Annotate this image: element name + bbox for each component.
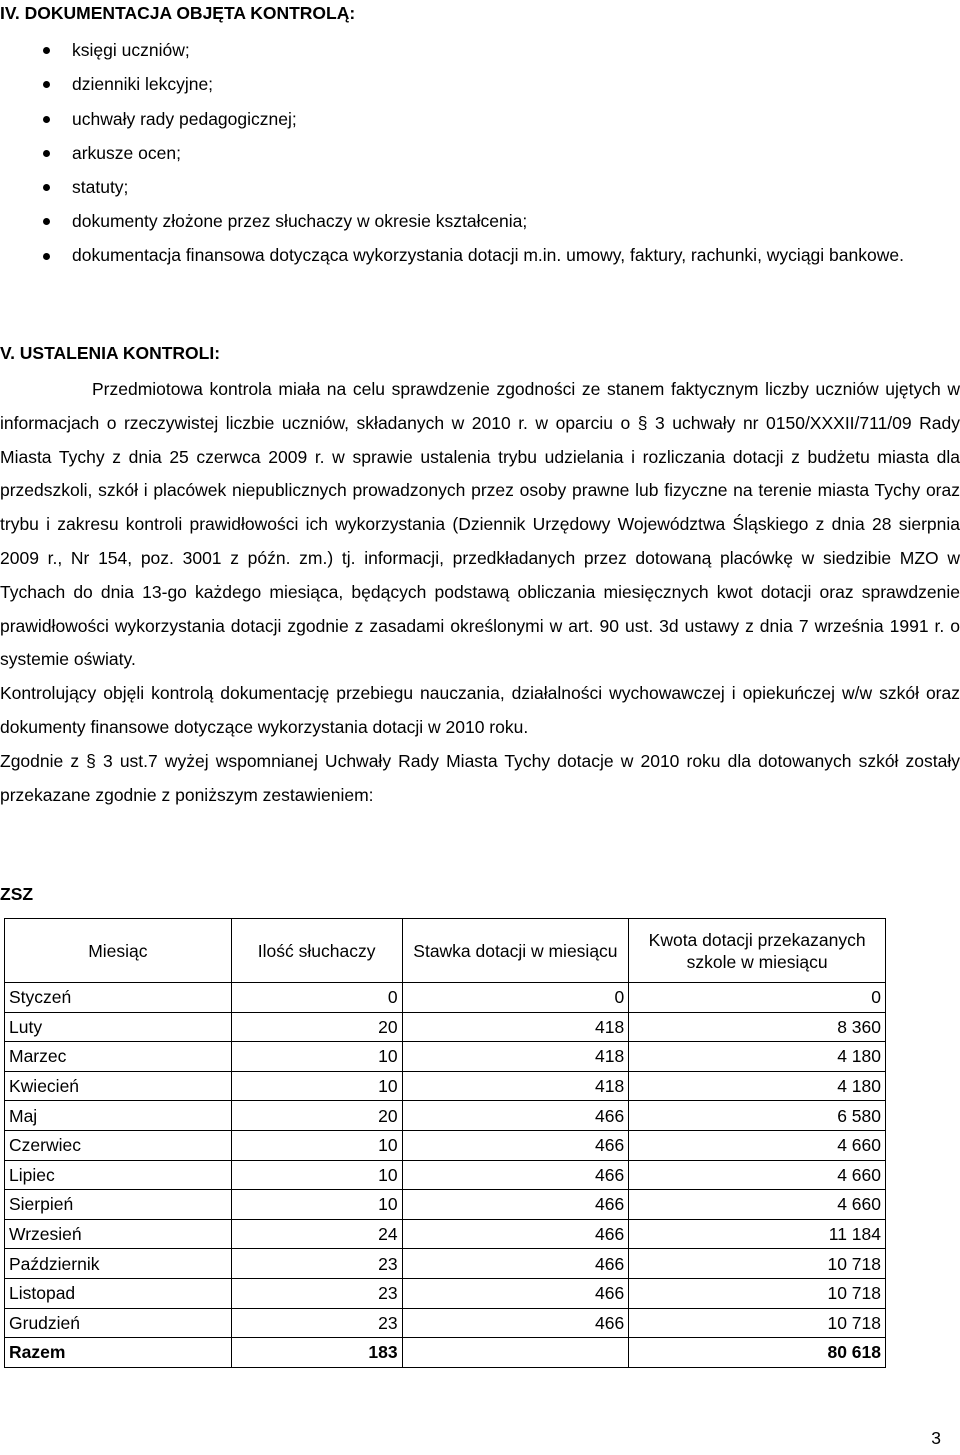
table-total-row — [5, 1338, 886, 1368]
cell-rate: 418 — [402, 1042, 629, 1072]
cell-students: 10 — [231, 1071, 402, 1101]
bullet-icon — [43, 218, 50, 225]
cell-students: 24 — [231, 1219, 402, 1249]
cell-students: 23 — [231, 1278, 402, 1308]
header-amount: Kwota dotacji przekazanych szkole w miesiącu — [629, 919, 886, 983]
cell-amount: 8 360 — [629, 1012, 886, 1042]
table-row — [5, 1071, 886, 1101]
school-label: ZSZ — [0, 884, 34, 904]
bullet-icon — [43, 184, 50, 191]
list-item: uchwały rady pedagogicznej; — [0, 102, 960, 136]
cell-rate: 466 — [402, 1219, 629, 1249]
list-item: dokumenty złożone przez słuchaczy w okresie kształcenia; — [0, 204, 960, 238]
cell-rate: 466 — [402, 1160, 629, 1190]
cell-month: Sierpień — [5, 1190, 232, 1220]
cell-rate: 418 — [402, 1012, 629, 1042]
header-month: Miesiąc — [5, 919, 232, 983]
cell-students: 10 — [231, 1042, 402, 1072]
cell-month: Lipiec — [5, 1160, 232, 1190]
cell-amount: 10 718 — [629, 1249, 886, 1279]
findings-paragraph-3: Zgodnie z § 3 ust.7 wyżej wspomnianej Uchwały Rady Miasta Tychy dotacje w 2010 roku dla dotowanych szkół zostały przekazane zgodnie z poniższym zestawieniem: — [0, 750, 960, 805]
cell-amount: 6 580 — [629, 1101, 886, 1131]
cell-rate: 466 — [402, 1278, 629, 1308]
list-item: księgi uczniów; — [0, 33, 960, 67]
cell-month: Styczeń — [5, 983, 232, 1013]
cell-month: Marzec — [5, 1042, 232, 1072]
cell-amount: 4 660 — [629, 1130, 886, 1160]
cell-amount: 4 660 — [629, 1190, 886, 1220]
cell-rate: 466 — [402, 1249, 629, 1279]
cell-rate: 466 — [402, 1190, 629, 1220]
cell-month: Wrzesień — [5, 1219, 232, 1249]
cell-students: 0 — [231, 983, 402, 1013]
cell-month: Grudzień — [5, 1308, 232, 1338]
cell-rate: 466 — [402, 1130, 629, 1160]
page-number: 3 — [931, 1428, 941, 1448]
cell-rate: 466 — [402, 1101, 629, 1131]
cell-rate: 466 — [402, 1308, 629, 1338]
cell-students: 10 — [231, 1160, 402, 1190]
bullet-icon — [43, 81, 50, 88]
cell-amount: 10 718 — [629, 1278, 886, 1308]
bullet-icon — [43, 116, 50, 123]
table-body — [5, 983, 886, 1368]
table-row — [5, 1308, 886, 1338]
cell-amount: 80 618 — [629, 1338, 886, 1368]
table-row — [5, 1190, 886, 1220]
list-item: dokumentacja finansowa dotycząca wykorzystania dotacji m.in. umowy, faktury, rachunki, wyciągi bankowe. — [0, 239, 960, 273]
cell-rate: 418 — [402, 1071, 629, 1101]
cell-students: 20 — [231, 1012, 402, 1042]
table-row — [5, 1042, 886, 1072]
list-item: statuty; — [0, 170, 960, 204]
cell-amount: 4 180 — [629, 1042, 886, 1072]
cell-month: Listopad — [5, 1278, 232, 1308]
cell-rate: 0 — [402, 983, 629, 1013]
cell-students: 10 — [231, 1190, 402, 1220]
bullet-icon — [43, 253, 50, 260]
findings-paragraph-1: Przedmiotowa kontrola miała na celu sprawdzenie zgodności ze stanem faktycznym liczby uczniów ujętych w informacjach o rzeczywistej liczbie uczniów, składanych w 2010 r. w oparciu o § 3 uchwały nr 0150/XXXII/711/09 Rady Miasta Tychy z dnia 25 czerwca 2009 r. w sprawie ustalenia trybu udzielania i rozliczania dotacji z budżetu miasta dla przedszkoli, szkół i placówek niepublicznych prowadzonych przez osoby prawne lub fizyczne na terenie miasta Tychy oraz trybu i zakresu kontroli prawidłowości ich wykorzystania (Dziennik Urzędowy Województwa Śląskiego z dnia 28 sierpnia 2009 r., Nr 154, poz. 3001 z późn. zm.) tj. informacji, przedkładanych przez dotowaną placówkę w siedzibie MZO w Tychach do dnia 13-go każdego miesiąca, będących podstawą obliczania miesięcznych kwot dotacji oraz sprawdzenie prawidłowości wykorzystania dotacji zgodnie z zasadami określonymi w art. 90 ust. 3d ustawy z dnia 7 września 1991 r. o systemie oświaty. — [0, 379, 960, 670]
bullet-icon — [43, 47, 50, 54]
cell-amount: 10 718 — [629, 1308, 886, 1338]
list-item: dzienniki lekcyjne; — [0, 67, 960, 101]
table-row — [5, 1012, 886, 1042]
cell-students: 23 — [231, 1249, 402, 1279]
table-row — [5, 1249, 886, 1279]
cell-rate — [402, 1338, 629, 1368]
table-row — [5, 1160, 886, 1190]
cell-amount: 0 — [629, 983, 886, 1013]
findings-paragraph-2: Kontrolujący objęli kontrolą dokumentację przebiegu nauczania, działalności wychowawczej i opiekuńczej w/w szkół oraz dokumenty finansowe dotyczące wykorzystania dotacji w 2010 roku. — [0, 683, 960, 737]
table-header-row — [5, 919, 886, 983]
cell-amount: 4 180 — [629, 1071, 886, 1101]
section-5-heading: V. USTALENIA KONTROLI: — [0, 343, 221, 363]
cell-students: 10 — [231, 1130, 402, 1160]
list-item: arkusze ocen; — [0, 136, 960, 170]
table-row — [5, 1219, 886, 1249]
table-row — [5, 1278, 886, 1308]
cell-month: Czerwiec — [5, 1130, 232, 1160]
cell-students: 20 — [231, 1101, 402, 1131]
cell-month: Kwiecień — [5, 1071, 232, 1101]
cell-month: Październik — [5, 1249, 232, 1279]
cell-month: Luty — [5, 1012, 232, 1042]
header-students: Ilość słuchaczy — [231, 919, 402, 983]
subsidy-table — [4, 918, 886, 1368]
cell-students: 183 — [231, 1338, 402, 1368]
table-row — [5, 1130, 886, 1160]
cell-month: Razem — [5, 1338, 232, 1368]
cell-amount: 4 660 — [629, 1160, 886, 1190]
header-rate: Stawka dotacji w miesiącu — [402, 919, 629, 983]
table-row — [5, 1101, 886, 1131]
cell-month: Maj — [5, 1101, 232, 1131]
bullet-icon — [43, 150, 50, 157]
documentation-list — [0, 33, 960, 273]
findings-text — [0, 373, 960, 812]
section-4-heading: IV. DOKUMENTACJA OBJĘTA KONTROLĄ: — [0, 3, 356, 23]
cell-amount: 11 184 — [629, 1219, 886, 1249]
table-row — [5, 983, 886, 1013]
cell-students: 23 — [231, 1308, 402, 1338]
